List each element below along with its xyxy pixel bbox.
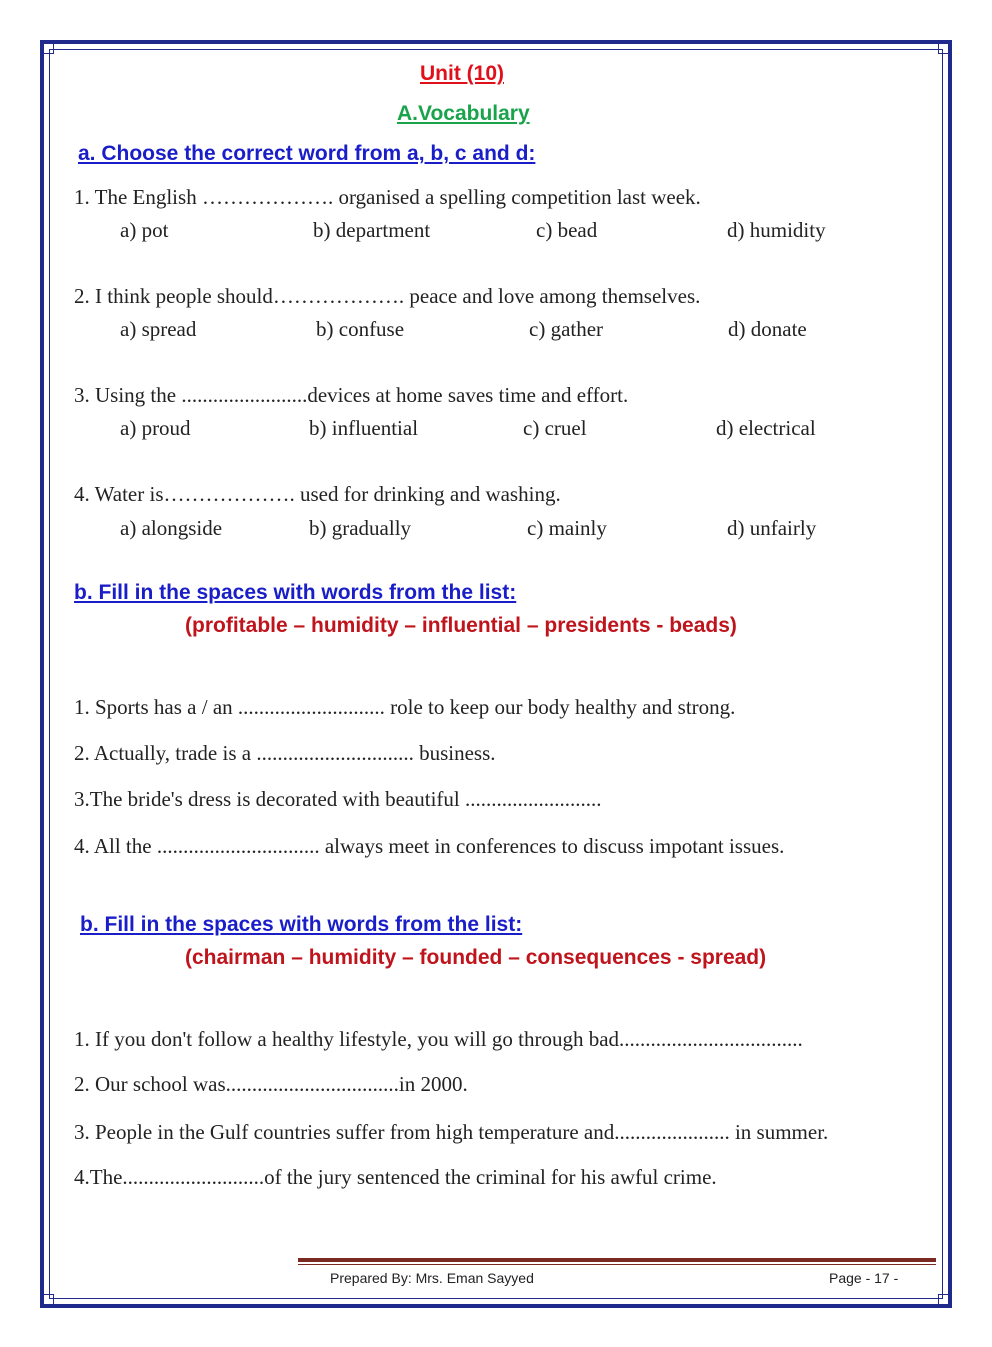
option: d) donate [728,317,807,341]
fill-sentence: 2. Our school was.................................in 2000. [74,1072,468,1096]
fill-sentence: 1. If you don't follow a healthy lifestyle, you will go through bad................................... [74,1027,803,1051]
footer-divider [298,1258,936,1262]
question-3: 3. Using the ........................devices at home saves time and effort. [74,383,629,407]
option: a) pot [120,218,169,242]
section-b1-word-list: (profitable – humidity – influential – presidents - beads) [185,614,737,637]
fill-sentence: 3. People in the Gulf countries suffer from high temperature and...................... in summer. [74,1120,829,1144]
fill-sentence: 4.The...........................of the jury sentenced the criminal for his awful crime. [74,1165,717,1189]
option: d) humidity [727,218,826,242]
option: a) alongside [120,516,223,540]
section-b2-heading: b. Fill in the spaces with words from the list: [80,913,523,936]
option: c) gather [529,317,604,341]
footer-page-number: Page - 17 - [829,1270,899,1286]
section-a-heading: a. Choose the correct word from a, b, c and d: [78,142,536,165]
corner-ornament [938,42,950,54]
section-b1-heading: b. Fill in the spaces with words from the list: [74,581,517,604]
fill-sentence: 2. Actually, trade is a .............................. business. [74,741,496,765]
corner-ornament [42,1294,54,1306]
option: d) electrical [716,416,816,440]
vocabulary-title: A.Vocabulary [397,102,530,125]
option: a) proud [120,416,191,440]
option: b) confuse [316,317,405,341]
question-2: 2. I think people should………………. peace and love among themselves. [74,284,701,308]
option: b) gradually [309,516,412,540]
fill-sentence: 1. Sports has a / an ............................ role to keep our body healthy and strong. [74,695,736,719]
footer-prepared-by: Prepared By: Mrs. Eman Sayyed [330,1270,534,1286]
section-b2-word-list: (chairman – humidity – founded – consequences - spread) [185,946,767,969]
corner-ornament [42,42,54,54]
option: c) cruel [523,416,587,440]
unit-title: Unit (10) [420,62,504,85]
corner-ornament [938,1294,950,1306]
option: a) spread [120,317,197,341]
option: b) influential [309,416,419,440]
question-4: 4. Water is………………. used for drinking and washing. [74,482,561,506]
fill-sentence: 3.The bride's dress is decorated with beautiful .......................... [74,787,602,811]
question-1: 1. The English ………………. organised a spelling competition last week. [74,185,701,209]
option: c) mainly [527,516,607,540]
fill-sentence: 4. All the ............................... always meet in conferences to discuss impotant issues. [74,834,785,858]
option: c) bead [536,218,598,242]
footer-divider-thin [298,1264,936,1265]
option: b) department [313,218,431,242]
option: d) unfairly [727,516,817,540]
